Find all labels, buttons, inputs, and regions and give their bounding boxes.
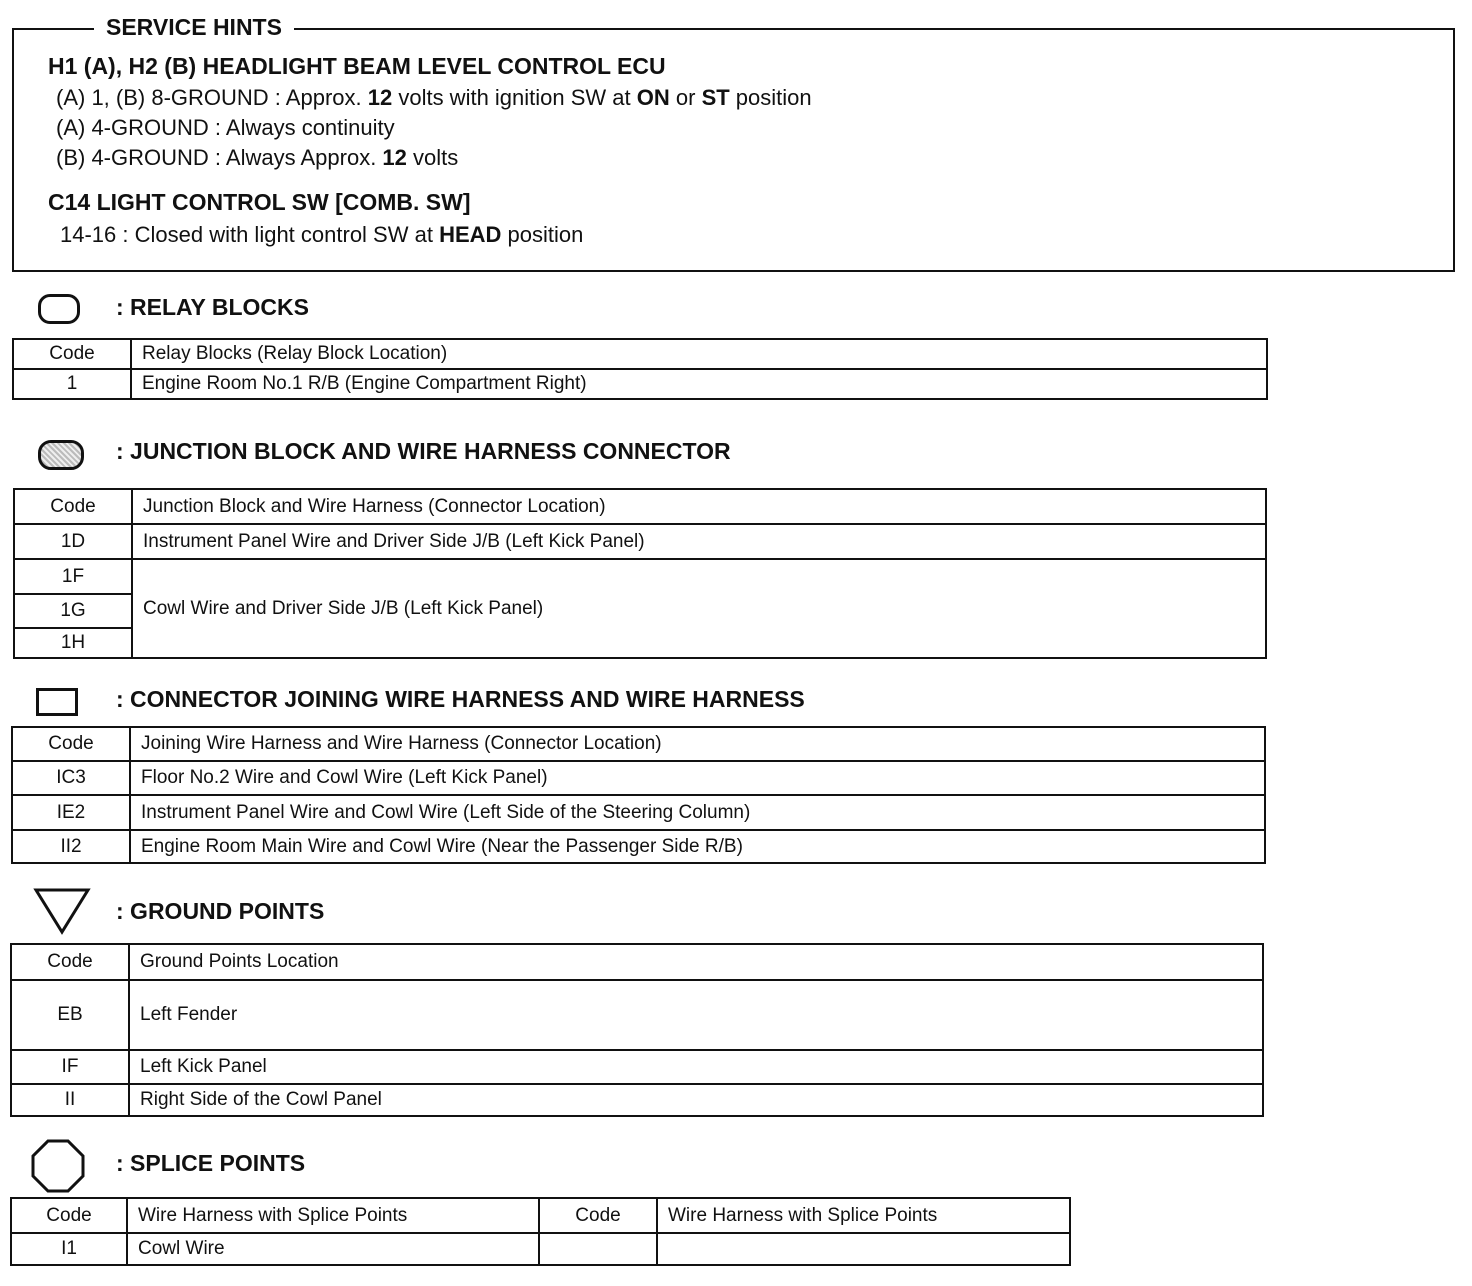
header-code: Code xyxy=(14,489,132,524)
relay-block-symbol-icon xyxy=(38,294,80,324)
header-description: Wire Harness with Splice Points xyxy=(127,1198,539,1233)
row-code: II2 xyxy=(12,830,130,863)
row-description: Right Side of the Cowl Panel xyxy=(129,1084,1263,1116)
hint-line-ecu-3: (B) 4-GROUND : Always Approx. 12 volts xyxy=(56,145,459,170)
row-code: 1 xyxy=(13,369,131,399)
table-row xyxy=(11,980,1263,1050)
junction-block-symbol-icon xyxy=(38,440,84,470)
table-header-row xyxy=(14,489,1266,524)
row-description: Cowl Wire xyxy=(127,1233,539,1265)
splice-points-label: : SPLICE POINTS xyxy=(116,1150,306,1176)
row-code-2 xyxy=(539,1233,657,1265)
ground-point-triangle-icon xyxy=(32,886,92,936)
connector-symbol-icon xyxy=(36,688,78,716)
row-description: Engine Room Main Wire and Cowl Wire (Near the Passenger Side R/B) xyxy=(130,830,1265,863)
row-description: Left Kick Panel xyxy=(129,1050,1263,1084)
table-header-row xyxy=(11,1198,1070,1233)
row-code: EB xyxy=(11,980,129,1050)
row-code: 1D xyxy=(14,524,132,559)
row-code: II xyxy=(11,1084,129,1116)
row-description: Engine Room No.1 R/B (Engine Compartment Right) xyxy=(131,369,1267,399)
table-row xyxy=(14,524,1266,559)
table-row xyxy=(12,830,1265,863)
row-description: Instrument Panel Wire and Driver Side J/B (Left Kick Panel) xyxy=(132,524,1266,559)
row-code: 1H xyxy=(14,628,132,658)
row-code: IC3 xyxy=(12,761,130,795)
hint-line-light-sw: 14-16 : Closed with light control SW at HEAD position xyxy=(60,222,584,247)
ground-points-table xyxy=(10,943,1264,1117)
header-code: Code xyxy=(12,727,130,761)
row-description-merged: Cowl Wire and Driver Side J/B (Left Kick Panel) xyxy=(132,559,1266,658)
table-row xyxy=(12,761,1265,795)
header-description: Junction Block and Wire Harness (Connector Location) xyxy=(132,489,1266,524)
table-row xyxy=(12,795,1265,830)
row-description-2 xyxy=(657,1233,1070,1265)
relay-blocks-table xyxy=(12,338,1268,400)
row-code: 1F xyxy=(14,559,132,594)
hint-heading-headlight-ecu: H1 (A), H2 (B) HEADLIGHT BEAM LEVEL CONTROL ECU xyxy=(48,53,666,79)
row-code: 1G xyxy=(14,594,132,628)
splice-point-octagon-icon xyxy=(30,1138,86,1194)
connector-table xyxy=(11,726,1266,864)
junction-block-label: : JUNCTION BLOCK AND WIRE HARNESS CONNECTOR xyxy=(116,438,731,464)
ground-points-label: : GROUND POINTS xyxy=(116,898,325,924)
row-code: IE2 xyxy=(12,795,130,830)
header-code-2: Code xyxy=(539,1198,657,1233)
row-description: Instrument Panel Wire and Cowl Wire (Left Side of the Steering Column) xyxy=(130,795,1265,830)
hint-line-ecu-1: (A) 1, (B) 8-GROUND : Approx. 12 volts with ignition SW at ON or ST position xyxy=(56,85,812,110)
table-header-row xyxy=(11,944,1263,980)
table-header-row xyxy=(12,727,1265,761)
relay-blocks-label: : RELAY BLOCKS xyxy=(116,294,309,320)
header-description-2: Wire Harness with Splice Points xyxy=(657,1198,1070,1233)
table-row xyxy=(11,1050,1263,1084)
table-row xyxy=(14,559,1266,594)
header-description: Relay Blocks (Relay Block Location) xyxy=(131,339,1267,369)
header-code: Code xyxy=(11,1198,127,1233)
table-row xyxy=(11,1084,1263,1116)
splice-points-table xyxy=(10,1197,1071,1266)
header-description: Joining Wire Harness and Wire Harness (Connector Location) xyxy=(130,727,1265,761)
row-description: Left Fender xyxy=(129,980,1263,1050)
hint-heading-light-control-sw: C14 LIGHT CONTROL SW [COMB. SW] xyxy=(48,189,471,215)
row-code: I1 xyxy=(11,1233,127,1265)
table-row xyxy=(13,369,1267,399)
row-description: Floor No.2 Wire and Cowl Wire (Left Kick Panel) xyxy=(130,761,1265,795)
row-code: IF xyxy=(11,1050,129,1084)
service-hints-title: SERVICE HINTS xyxy=(94,14,294,41)
header-code: Code xyxy=(13,339,131,369)
hint-line-ecu-2: (A) 4-GROUND : Always continuity xyxy=(56,115,395,140)
table-row xyxy=(11,1233,1070,1265)
header-description: Ground Points Location xyxy=(129,944,1263,980)
junction-block-table xyxy=(13,488,1267,659)
table-header-row xyxy=(13,339,1267,369)
connector-label: : CONNECTOR JOINING WIRE HARNESS AND WIRE HARNESS xyxy=(116,686,805,712)
header-code: Code xyxy=(11,944,129,980)
